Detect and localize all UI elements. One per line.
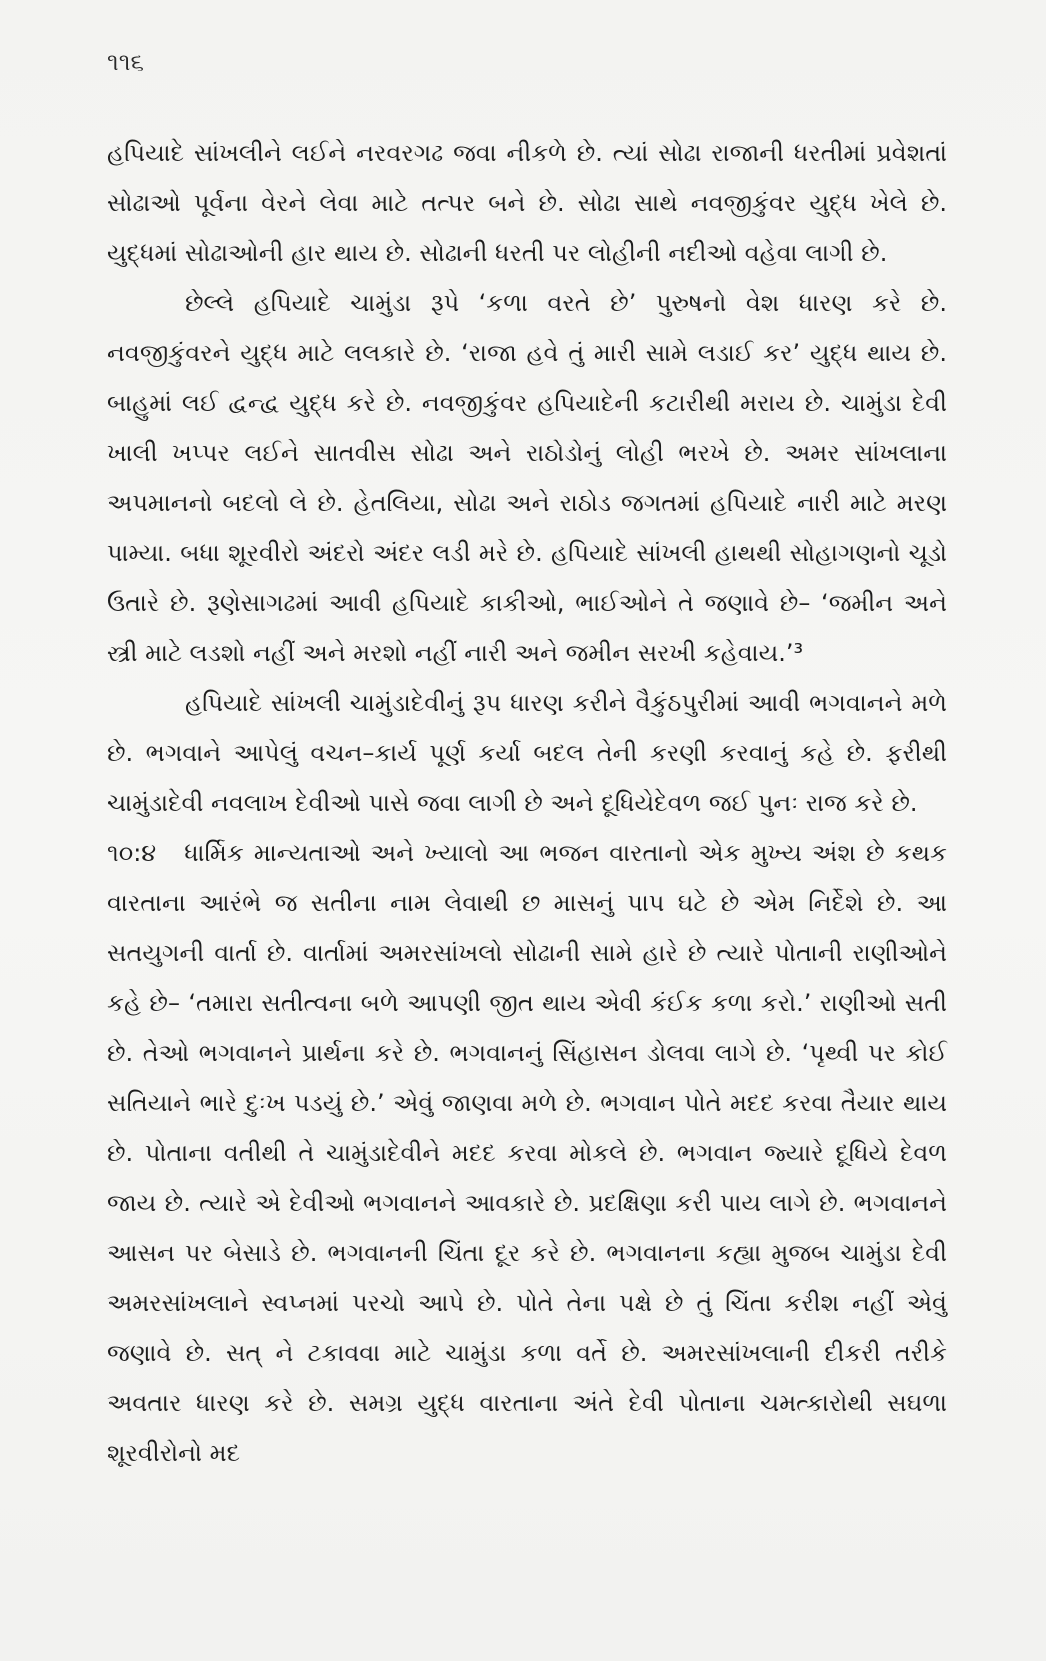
body-text: [107, 128, 947, 1478]
paragraph-3: [107, 678, 947, 828]
paragraph-2-text: છેલ્લે હપિયાદે ચામુંડા રૂપે ‘કળા વરતે છે’ પુરુષનો વેશ ધારણ કરે છે. નવજીકુંવરને યુદ્ધ માટે લલકારે છે. ‘રાજા હવે તું મારી સામે લડાઈ કર’ યુદ્ધ થાય છે. બાહુમાં લઈ દ્વન્દ્વ યુદ્ધ કરે છે. નવજીકુંવર હપિયાદેની કટારીથી મરાય છે. ચામુંડા દેવી ખાલી ખપ્પર લઈને સાતવીસ સોઢા અને રાઠોડોનું લોહી ભરખે છે. અમર સાંખલાના અપમાનનો બદલો લે છે. હેતલિયા, સોઢા અને રાઠોડ જગતમાં હપિયાદે નારી માટે મરણ પામ્યા. બધા શૂરવીરો અંદરો અંદર લડી મરે છે. હપિયાદે સાંખલી હાથથી સોહાગણનો ચૂડો ઉતારે છે. રૂણેસાગઢમાં આવી હપિયાદે કાકીઓ, ભાઈઓને તે જણાવે છે– ‘જમીન અને સ્ત્રી માટે લડશો નહીં અને મરશો નહીં નારી અને જમીન સરખી કહેવાય.’³: [107, 289, 947, 667]
paragraph-1-text: હપિયાદે સાંખલીને લઈને નરવરગઢ જવા નીકળે છે. ત્યાં સોઢા રાજાની ધરતીમાં પ્રવેશતાં સોઢાઓ પૂર્વના વેરને લેવા માટે તત્પર બને છે. સોઢા સાથે નવજીકુંવર યુદ્ધ ખેલે છે. યુદ્ધમાં સોઢાઓની હાર થાય છે. સોઢાની ધરતી પર લોહીની નદીઓ વહેવા લાગી છે.: [107, 139, 947, 267]
page-number: ૧૧૬: [107, 48, 144, 76]
paragraph-1: [107, 128, 947, 278]
paragraph-4-text: ધાર્મિક માન્યતાઓ અને ખ્યાલો આ ભજન વારતાનો એક મુખ્ય અંશ છે કથક વારતાના આરંભે જ સતીના નામ લેવાથી છ માસનું પાપ ઘટે છે એમ નિર્દેશે છે. આ સતયુગની વાર્તા છે. વાર્તામાં અમરસાંખલો સોઢાની સામે હારે છે ત્યારે પોતાની રાણીઓને કહે છે– ‘તમારા સતીત્વના બળે આપણી જીત થાય એવી કંઈક કળા કરો.’ રાણીઓ સતી છે. તેઓ ભગવાનને પ્રાર્થના કરે છે. ભગવાનનું સિંહાસન ડોલવા લાગે છે. ‘પૃથ્વી પર કોઈ સતિયાને ભારે દુઃખ પડયું છે.’ એવું જાણવા મળે છે. ભગવાન પોતે મદદ કરવા તૈયાર થાય છે. પોતાના વતીથી તે ચામુંડાદેવીને મદદ કરવા મોકલે છે. ભગવાન જ્યારે દૂધિયે દેવળ જાય છે. ત્યારે એ દેવીઓ ભગવાનને આવકારે છે. પ્રદક્ષિણા કરી પાય લાગે છે. ભગવાનને આસન પર બેસાડે છે. ભગવાનની ચિંતા દૂર કરે છે. ભગવાનના કહ્યા મુજબ ચામુંડા દેવી અમરસાંખલાને સ્વપ્નમાં પરચો આપે છે. પોતે તેના પક્ષે છે તું ચિંતા કરીશ નહીં એવું જણાવે છે. સત્ ને ટકાવવા માટે ચામુંડા કળા વર્તે છે. અમરસાંખલાની દીકરી તરીકે અવતાર ધારણ કરે છે. સમગ્ર યુદ્ધ વારતાના અંતે દેવી પોતાના ચમત્કારોથી સઘળા શૂરવીરોનો મદ: [107, 839, 947, 1467]
paragraph-4: [107, 828, 947, 1478]
paragraph-2: [107, 278, 947, 678]
paragraph-3-text: હપિયાદે સાંખલી ચામુંડાદેવીનું રૂપ ધારણ કરીને વૈકુંઠપુરીમાં આવી ભગવાનને મળે છે. ભગવાને આપેલું વચન–કાર્ય પૂર્ણ કર્યા બદલ તેની કરણી કરવાનું કહે છે. ફરીથી ચામુંડાદેવી નવલાખ દેવીઓ પાસે જવા લાગી છે અને દૂધિયેદેવળ જઈ પુનઃ રાજ કરે છે.: [107, 689, 947, 817]
section-number: ૧૦:૪: [107, 839, 157, 867]
